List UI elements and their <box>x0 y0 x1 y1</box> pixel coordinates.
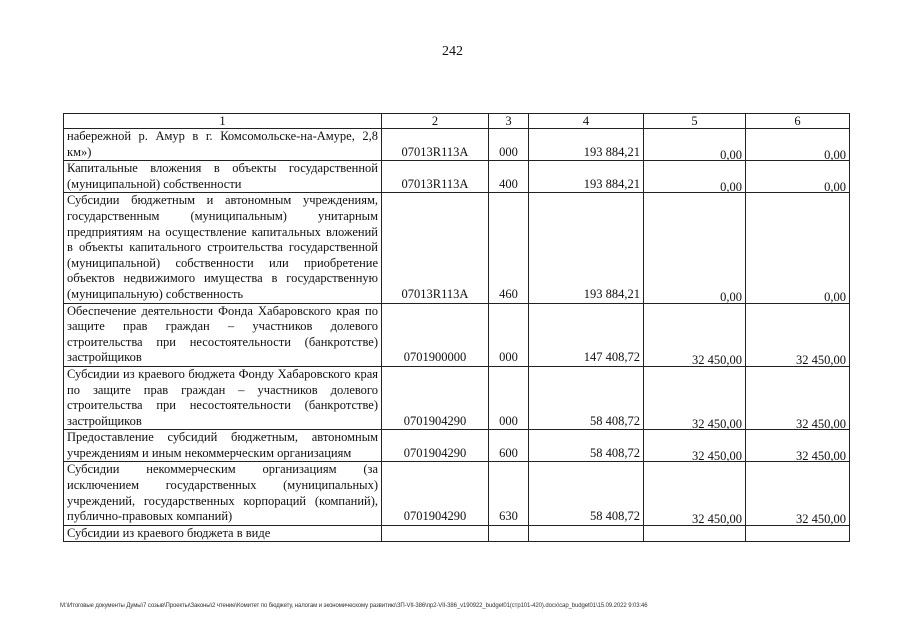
item-name: Обеспечение деятельности Фонда Хабаровского края по защите прав граждан – участников долевого строительства при несостоятельности (банкротстве) застройщиков <box>64 303 382 366</box>
expense-type: 600 <box>489 430 529 462</box>
target-code <box>382 525 489 542</box>
amount-col6: 0,00 <box>746 132 850 164</box>
expense-type <box>489 525 529 542</box>
amount-col6: 32 450,00 <box>746 369 850 432</box>
amount-col4: 193 884,21 <box>529 193 644 303</box>
amount-col4: 58 408,72 <box>529 462 644 525</box>
amount-col6: 0,00 <box>746 164 850 196</box>
amount-col4: 193 884,21 <box>529 129 644 161</box>
amount-col5: 0,00 <box>644 164 746 196</box>
amount-col5: 0,00 <box>644 196 746 306</box>
table-row <box>64 430 850 462</box>
column-header: 2 <box>382 114 489 129</box>
table-header-row <box>64 114 850 129</box>
amount-col6: 32 450,00 <box>746 306 850 369</box>
table-row <box>64 129 850 161</box>
item-name: Капитальные вложения в объекты государственной (муниципальной) собственности <box>64 161 382 193</box>
column-header: 3 <box>489 114 529 129</box>
target-code: 07013R113A <box>382 161 489 193</box>
amount-col5: 32 450,00 <box>644 465 746 528</box>
item-name: набережной р. Амур в г. Комсомольске-на-Амуре, 2,8 км») <box>64 129 382 161</box>
target-code: 0701900000 <box>382 303 489 366</box>
amount-col5: 32 450,00 <box>644 369 746 432</box>
item-name: Предоставление субсидий бюджетным, автономным учреждениям и иным некоммерческим организациям <box>64 430 382 462</box>
table-row <box>64 161 850 193</box>
table-row <box>64 303 850 366</box>
target-code: 0701904290 <box>382 462 489 525</box>
amount-col4: 147 408,72 <box>529 303 644 366</box>
column-header: 4 <box>529 114 644 129</box>
expense-type: 460 <box>489 193 529 303</box>
target-code: 0701904290 <box>382 366 489 429</box>
column-header: 5 <box>644 114 746 129</box>
amount-col4: 58 408,72 <box>529 430 644 462</box>
amount-col4 <box>529 525 644 542</box>
amount-col6: 32 450,00 <box>746 465 850 528</box>
table-row <box>64 462 850 525</box>
amount-col4: 58 408,72 <box>529 366 644 429</box>
amount-col5: 32 450,00 <box>644 306 746 369</box>
expense-type: 000 <box>489 303 529 366</box>
table-row <box>64 366 850 429</box>
column-header: 6 <box>746 114 850 129</box>
table-row <box>64 193 850 303</box>
target-code: 07013R113A <box>382 193 489 303</box>
expense-type: 400 <box>489 161 529 193</box>
item-name: Субсидии из краевого бюджета Фонду Хабаровского края по защите прав граждан – участников долевого строительства при несостоятельности (банкротстве) застройщиков <box>64 366 382 429</box>
amount-col5: 0,00 <box>644 132 746 164</box>
expense-type: 630 <box>489 462 529 525</box>
item-name: Субсидии из краевого бюджета в виде <box>64 525 382 542</box>
budget-table <box>63 113 850 542</box>
amount-col6: 0,00 <box>746 196 850 306</box>
amount-col5: 32 450,00 <box>644 433 746 465</box>
page-number: 242 <box>442 44 463 59</box>
amount-col4: 193 884,21 <box>529 161 644 193</box>
expense-type: 000 <box>489 129 529 161</box>
target-code: 07013R113A <box>382 129 489 161</box>
item-name: Субсидии бюджетным и автономным учреждениям, государственным (муниципальным) унитарным предприятиям на осуществление капитальных вложений в объекты капитального строительства государственной (муниципальной) собственности или приобретение объектов недвижимого имущества в государственную (муниципальную) собственность <box>64 193 382 303</box>
target-code: 0701904290 <box>382 430 489 462</box>
footer-file-path: M:\Итоговые документы Думы\7 созыв\Проекты\Законы\2 чтение\Комитет по бюджету, налогам и экономическому развитию\ЗП-VII-386\пр2-VII-386_v190922_budget01(стр101-420).docx\сар_budget01\15.09.2022 9:03:46 <box>60 603 648 609</box>
item-name: Субсидии некоммерческим организациям (за исключением государственных (муниципальных) учреждений, государственных корпораций (компаний), публично-правовых компаний) <box>64 462 382 525</box>
expense-type: 000 <box>489 366 529 429</box>
amount-col6: 32 450,00 <box>746 433 850 465</box>
column-header: 1 <box>64 114 382 129</box>
